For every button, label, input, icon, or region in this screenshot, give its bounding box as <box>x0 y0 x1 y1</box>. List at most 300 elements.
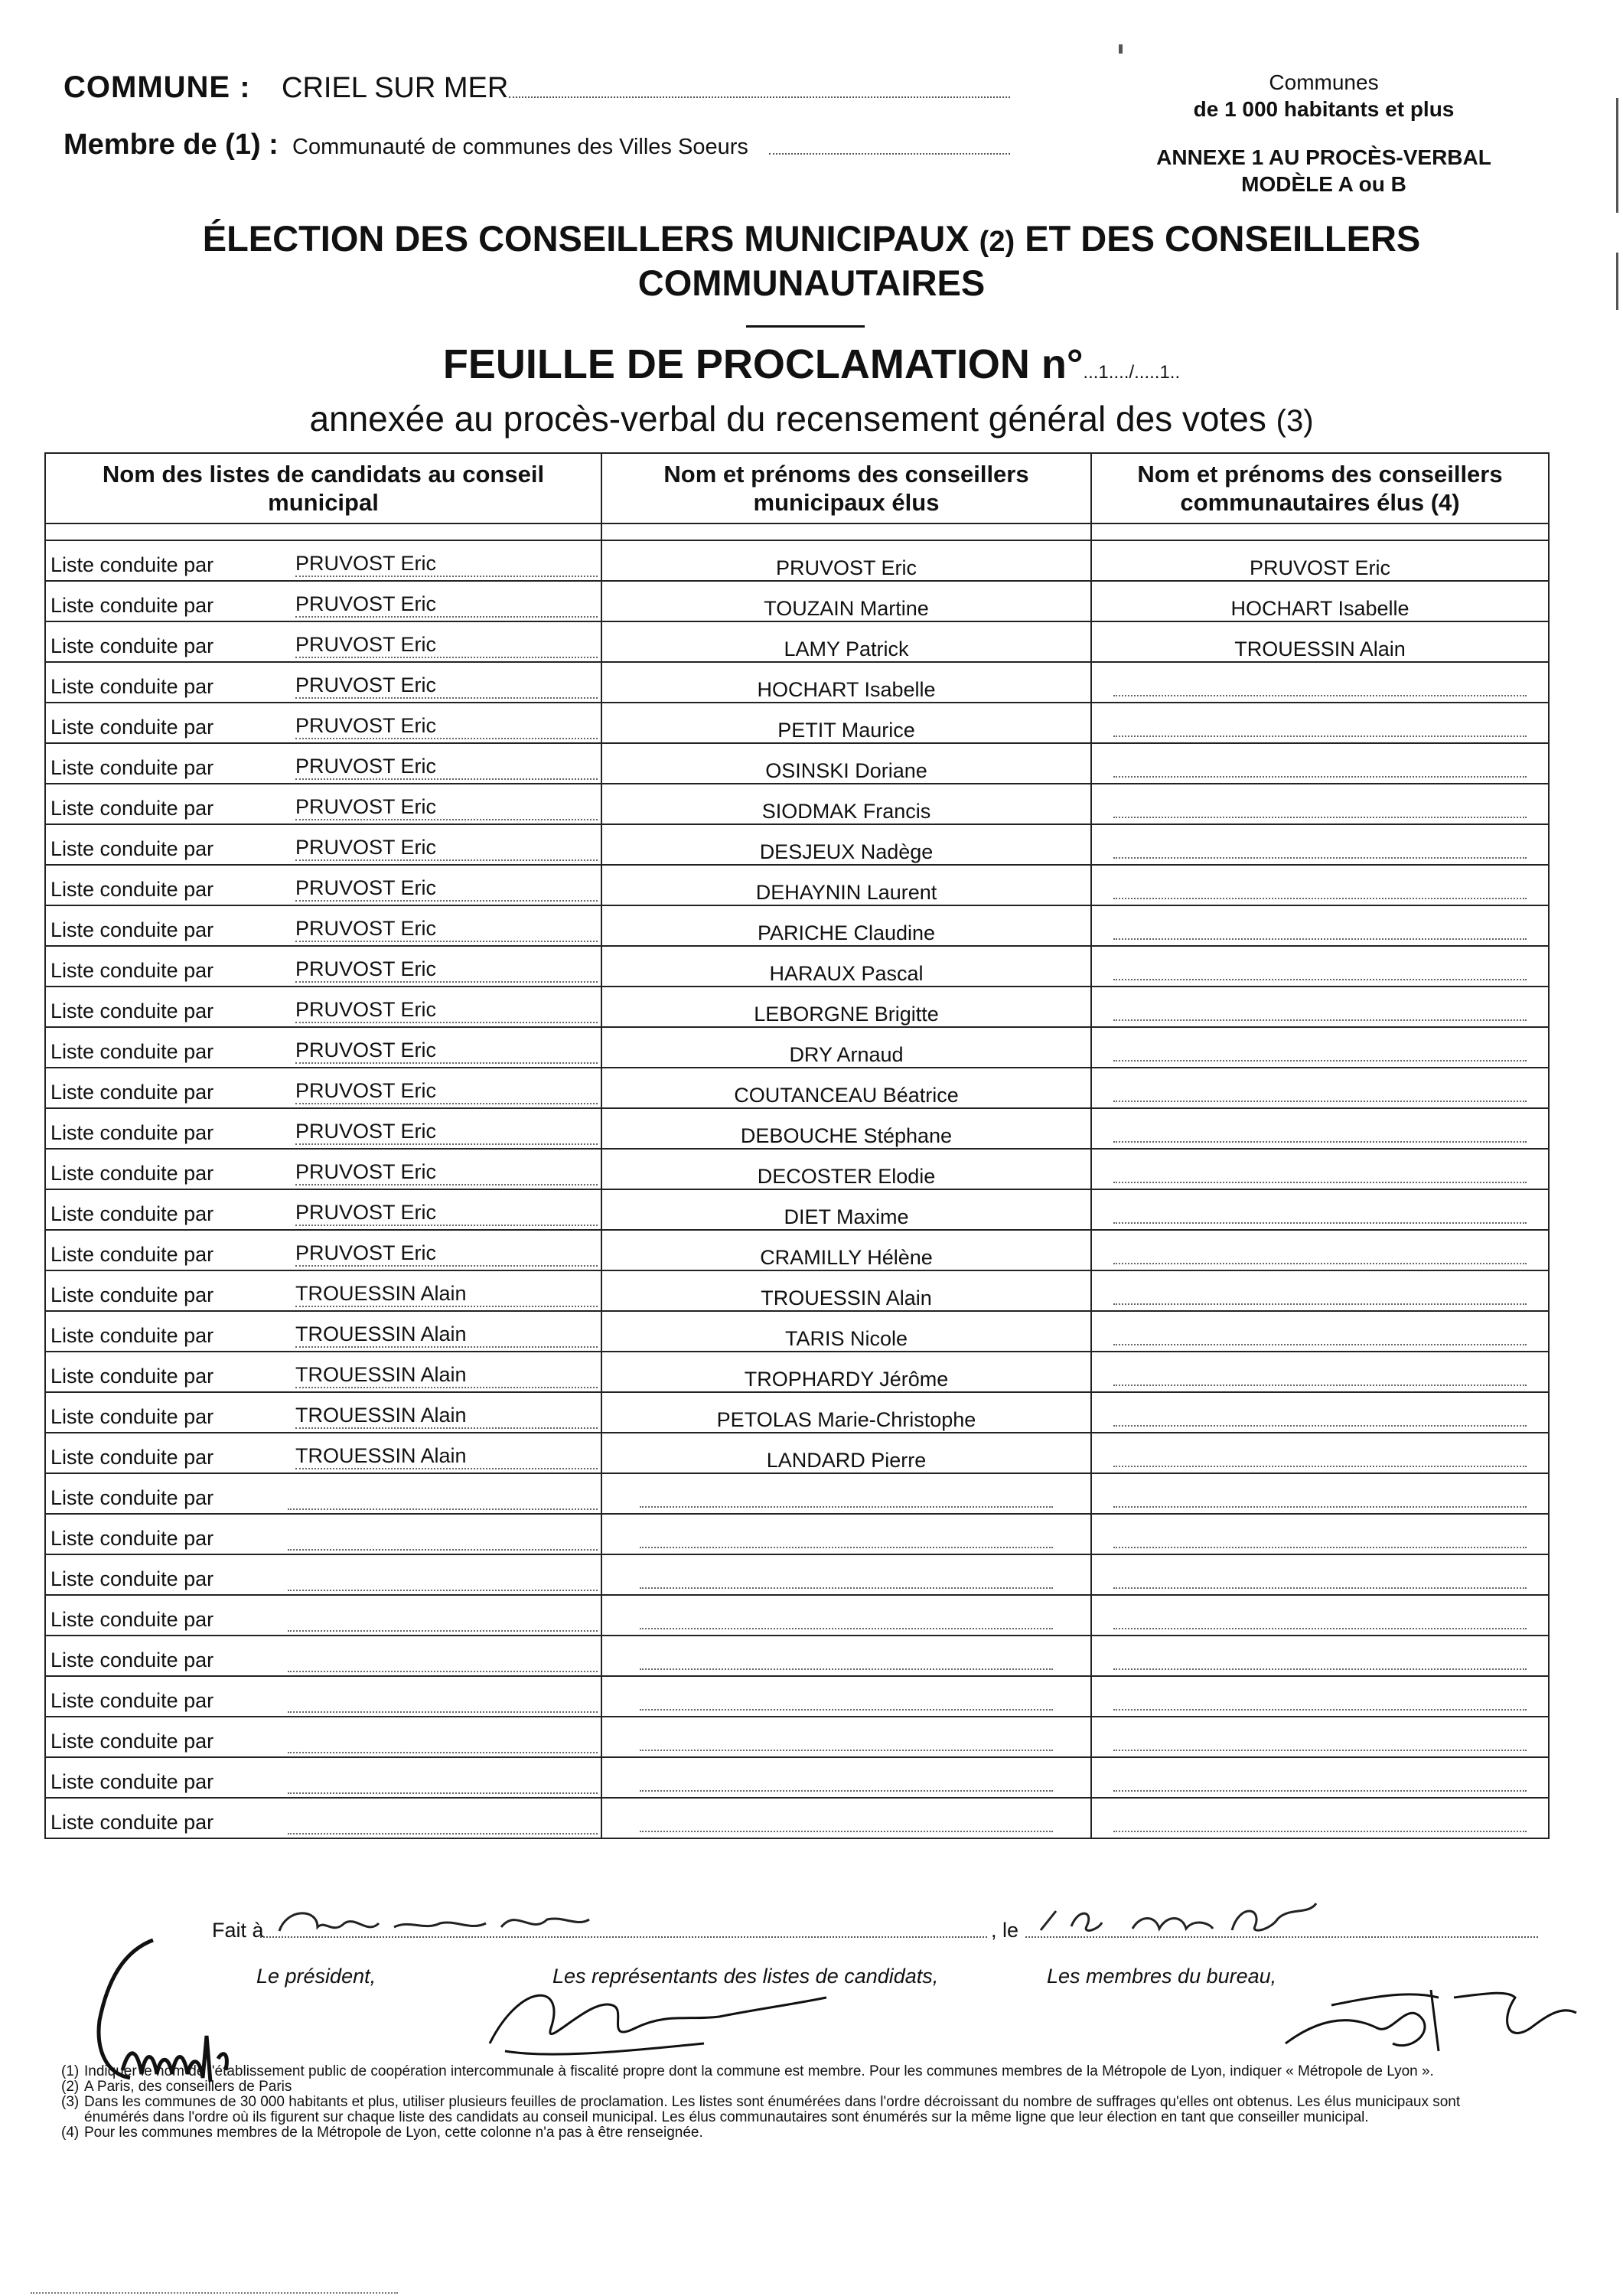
cell-communautaire <box>1091 1514 1549 1554</box>
list-leader: PRUVOST Eric <box>295 876 598 902</box>
municipal-councillor: CRAMILLY Hélène <box>760 1246 933 1269</box>
row-label: Liste conduite par <box>51 1608 214 1631</box>
membre-value: Communauté de communes des Villes Soeurs <box>292 135 748 159</box>
table-row <box>45 905 1549 946</box>
cell-communautaire <box>1091 581 1549 621</box>
empty-line <box>640 1734 1053 1751</box>
row-label: Liste conduite par <box>51 1162 214 1185</box>
title-separator <box>746 325 865 328</box>
empty-line <box>1113 1085 1527 1102</box>
footnote-number: (4) <box>61 2125 80 2141</box>
empty-line <box>1113 1815 1527 1832</box>
footnote-text: A Paris, des conseillers de Paris <box>84 2079 292 2095</box>
cell-communautaire <box>1091 1798 1549 1838</box>
cell-communautaire <box>1091 865 1549 905</box>
row-label: Liste conduite par <box>51 1202 214 1225</box>
footnote <box>61 2064 1515 2079</box>
table-row <box>45 1717 1549 1757</box>
table-row <box>45 824 1549 865</box>
empty-line <box>1113 1775 1527 1792</box>
empty-line <box>1113 1166 1527 1183</box>
list-leader: PRUVOST Eric <box>295 552 598 577</box>
cell-communautaire <box>1091 1433 1549 1473</box>
handwritten-date <box>1033 1900 1324 1942</box>
representants-label: Les représentants des listes de candidats, <box>552 1965 939 1988</box>
list-leader: TROUESSIN Alain <box>295 1444 598 1469</box>
header-municipaux: Nom et prénoms des conseillers municipaux élus <box>601 453 1091 523</box>
row-label: Liste conduite par <box>51 594 214 617</box>
table-row <box>45 1514 1549 1554</box>
list-leader <box>288 1590 598 1591</box>
row-label: Liste conduite par <box>51 1324 214 1347</box>
row-label: Liste conduite par <box>51 1405 214 1428</box>
row-label: Liste conduite par <box>51 1040 214 1063</box>
table-row <box>45 540 1549 581</box>
table-row <box>45 1270 1549 1311</box>
list-leader: PRUVOST Eric <box>295 1160 598 1186</box>
cell-municipal <box>601 1311 1091 1352</box>
municipal-councillor: TOUZAIN Martine <box>764 597 929 620</box>
annexee-note: (3) <box>1276 404 1314 438</box>
cell-municipal <box>601 1189 1091 1230</box>
commune-value: CRIEL SUR MER <box>282 72 509 104</box>
cell-liste <box>45 743 601 784</box>
cell-liste <box>45 1433 601 1473</box>
list-leader: TROUESSIN Alain <box>295 1322 598 1348</box>
table-row <box>45 1636 1549 1676</box>
proclamation-table <box>44 452 1550 1839</box>
empty-line <box>1113 842 1527 859</box>
municipal-councillor: LEBORGNE Brigitte <box>754 1003 939 1026</box>
title-part-b: ET DES CONSEILLERS <box>1025 218 1421 259</box>
annexee-text: annexée au procès-verbal du recensement général des votes <box>309 399 1266 439</box>
cell-communautaire <box>1091 540 1549 581</box>
cell-liste <box>45 1027 601 1068</box>
cell-communautaire <box>1091 1554 1549 1595</box>
communes-line1: Communes <box>1269 70 1379 94</box>
row-label: Liste conduite par <box>51 1243 214 1266</box>
cell-liste <box>45 1189 601 1230</box>
community-councillor: PRUVOST Eric <box>1249 556 1391 579</box>
table-row <box>45 1392 1549 1433</box>
empty-line <box>640 1613 1053 1629</box>
table-row <box>45 1108 1549 1149</box>
empty-line <box>1113 1734 1527 1751</box>
row-label: Liste conduite par <box>51 1081 214 1104</box>
list-leader <box>288 1792 598 1794</box>
list-leader: PRUVOST Eric <box>295 1039 598 1064</box>
empty-line <box>1113 1329 1527 1345</box>
title-line2: COMMUNAUTAIRES <box>637 263 986 303</box>
table-row <box>45 621 1549 662</box>
list-leader: PRUVOST Eric <box>295 592 598 618</box>
empty-line <box>1113 761 1527 778</box>
cell-communautaire <box>1091 703 1549 743</box>
empty-line <box>1113 923 1527 940</box>
row-label: Liste conduite par <box>51 1567 214 1590</box>
table-row <box>45 581 1549 621</box>
empty-line <box>1113 1450 1527 1467</box>
cell-communautaire <box>1091 1676 1549 1717</box>
list-leader <box>288 1508 598 1510</box>
empty-line <box>1113 882 1527 899</box>
empty-line <box>1113 1572 1527 1589</box>
cell-liste <box>45 865 601 905</box>
scan-mark <box>1119 44 1123 54</box>
membre-dotted-line <box>769 144 1010 155</box>
handwritten-place-signature <box>272 1904 593 1942</box>
municipal-councillor: SIODMAK Francis <box>761 800 931 823</box>
municipal-councillor: DIET Maxime <box>784 1205 909 1228</box>
empty-line <box>640 1815 1053 1832</box>
community-councillor: TROUESSIN Alain <box>1234 638 1406 660</box>
list-leader: PRUVOST Eric <box>295 917 598 942</box>
cell-municipal <box>601 1392 1091 1433</box>
empty-line <box>640 1531 1053 1548</box>
cell-liste <box>45 581 601 621</box>
cell-municipal <box>601 1717 1091 1757</box>
table-row <box>45 1554 1549 1595</box>
membres-signatures <box>1255 1975 1584 2066</box>
cell-liste <box>45 703 601 743</box>
cell-liste <box>45 1270 601 1311</box>
row-label: Liste conduite par <box>51 1446 214 1469</box>
row-label: Liste conduite par <box>51 959 214 982</box>
row-label: Liste conduite par <box>51 1283 214 1306</box>
table-row <box>45 1027 1549 1068</box>
empty-line <box>1113 964 1527 980</box>
row-label: Liste conduite par <box>51 1649 214 1671</box>
empty-line <box>1113 1369 1527 1386</box>
row-label: Liste conduite par <box>51 553 214 576</box>
empty-line <box>1113 680 1527 696</box>
cell-liste <box>45 987 601 1027</box>
empty-line <box>1113 1126 1527 1143</box>
empty-line <box>1113 1004 1527 1021</box>
empty-line <box>1113 1207 1527 1224</box>
table-row <box>45 703 1549 743</box>
empty-line <box>1113 1491 1527 1508</box>
cell-liste <box>45 1798 601 1838</box>
empty-line <box>640 1653 1053 1670</box>
empty-line <box>1113 1247 1527 1264</box>
cell-communautaire <box>1091 1189 1549 1230</box>
list-leader: PRUVOST Eric <box>295 1241 598 1267</box>
cell-liste <box>45 1636 601 1676</box>
list-leader <box>288 1833 598 1835</box>
cell-municipal <box>601 905 1091 946</box>
table-row <box>45 1473 1549 1514</box>
footnote <box>61 2125 1515 2141</box>
cell-municipal <box>601 784 1091 824</box>
empty-line <box>640 1491 1053 1508</box>
cell-municipal <box>601 865 1091 905</box>
commune-dotted-line <box>509 86 1010 98</box>
cell-municipal <box>601 540 1091 581</box>
cell-liste <box>45 946 601 987</box>
cell-liste <box>45 1392 601 1433</box>
row-label: Liste conduite par <box>51 837 214 860</box>
cell-municipal <box>601 1473 1091 1514</box>
cell-municipal <box>601 703 1091 743</box>
cell-communautaire <box>1091 1595 1549 1636</box>
cell-municipal <box>601 581 1091 621</box>
list-leader: PRUVOST Eric <box>295 1079 598 1104</box>
cell-liste <box>45 1757 601 1798</box>
footnote-text: Indiquer le nom de l'établissement public de coopération intercommunale à fiscalité propre dont la commune est membre. Pour les communes membres de la Métropole de Lyon, indiquer « Métropole de Lyon ». <box>84 2063 1434 2079</box>
list-leader: PRUVOST Eric <box>295 1120 598 1145</box>
municipal-councillor: DESJEUX Nadège <box>759 840 934 863</box>
title-part-a: ÉLECTION DES CONSEILLERS MUNICIPAUX <box>202 218 970 259</box>
cell-liste <box>45 1595 601 1636</box>
membre-label: Membre de (1) : <box>64 129 279 161</box>
row-label: Liste conduite par <box>51 918 214 941</box>
cell-communautaire <box>1091 1311 1549 1352</box>
president-label: Le président, <box>256 1965 376 1988</box>
row-label: Liste conduite par <box>51 878 214 901</box>
table-row <box>45 1311 1549 1352</box>
cell-communautaire <box>1091 1392 1549 1433</box>
annexe-line1: ANNEXE 1 AU PROCÈS-VERBAL <box>1156 145 1491 169</box>
table-spacer-row <box>45 523 1549 540</box>
cell-liste <box>45 540 601 581</box>
municipal-councillor: HARAUX Pascal <box>769 962 924 985</box>
membres-label: Les membres du bureau, <box>1047 1965 1277 1988</box>
table-row <box>45 784 1549 824</box>
row-label: Liste conduite par <box>51 1689 214 1712</box>
cell-liste <box>45 1717 601 1757</box>
representants-signature <box>474 1975 834 2066</box>
cell-communautaire <box>1091 1352 1549 1392</box>
list-leader: PRUVOST Eric <box>295 714 598 739</box>
municipal-councillor: TROUESSIN Alain <box>761 1287 932 1309</box>
table-row <box>45 1189 1549 1230</box>
row-label: Liste conduite par <box>51 1000 214 1022</box>
municipal-councillor: PETIT Maurice <box>777 719 915 742</box>
cell-liste <box>45 621 601 662</box>
footnotes <box>61 2064 1515 2141</box>
annexee-line <box>0 398 1623 439</box>
annexe-line2: MODÈLE A ou B <box>1241 172 1406 196</box>
footnote-number: (3) <box>61 2094 80 2110</box>
cell-municipal <box>601 662 1091 703</box>
empty-line <box>1113 1613 1527 1629</box>
footnote-number: (2) <box>61 2079 80 2095</box>
cell-municipal <box>601 1636 1091 1676</box>
row-label: Liste conduite par <box>51 716 214 739</box>
municipal-councillor: COUTANCEAU Béatrice <box>734 1084 959 1107</box>
municipal-councillor: PETOLAS Marie-Christophe <box>716 1408 976 1431</box>
cell-communautaire <box>1091 1473 1549 1514</box>
municipal-councillor: DEBOUCHE Stéphane <box>740 1124 953 1147</box>
feuille-title <box>0 341 1623 388</box>
footnote <box>61 2079 1515 2095</box>
municipal-councillor: TROPHARDY Jérôme <box>744 1368 949 1391</box>
row-label: Liste conduite par <box>51 1121 214 1144</box>
cell-municipal <box>601 1433 1091 1473</box>
municipal-councillor: PRUVOST Eric <box>775 556 917 579</box>
cell-communautaire <box>1091 1068 1549 1108</box>
cell-liste <box>45 1068 601 1108</box>
row-label: Liste conduite par <box>51 634 214 657</box>
cell-liste <box>45 1352 601 1392</box>
cell-liste <box>45 1514 601 1554</box>
table-row <box>45 865 1549 905</box>
cell-municipal <box>601 1676 1091 1717</box>
cell-communautaire <box>1091 905 1549 946</box>
footnote-text: Dans les communes de 30 000 habitants et plus, utiliser plusieurs feuilles de proclamation. Les listes sont énumérées dans l'ordre décroissant du nombre de suffrages qu'elles ont obtenus. Les élus municipaux sont énumérés dans l'ordre où ils figurent sur chaque liste des candidats au conseil municipal. Les élus communautaires sont énumérés sur la même ligne que leur élection en tant que conseiller municipal. <box>84 2094 1461 2125</box>
list-leader: PRUVOST Eric <box>295 795 598 820</box>
bottom-scan-line <box>31 2292 398 2294</box>
list-leader: PRUVOST Eric <box>295 633 598 658</box>
fait-a-label: Fait à <box>212 1919 264 1942</box>
row-label: Liste conduite par <box>51 1486 214 1509</box>
table-row <box>45 946 1549 987</box>
table-row <box>45 1068 1549 1108</box>
commune-label: COMMUNE : <box>64 70 251 104</box>
cell-liste <box>45 784 601 824</box>
table-header-row <box>45 453 1549 523</box>
cell-municipal <box>601 946 1091 987</box>
communes-line2: de 1 000 habitants et plus <box>1193 97 1455 121</box>
list-leader: PRUVOST Eric <box>295 755 598 780</box>
cell-communautaire <box>1091 662 1549 703</box>
table-row <box>45 743 1549 784</box>
cell-municipal <box>601 987 1091 1027</box>
le-label: , le <box>991 1919 1019 1942</box>
list-leader: PRUVOST Eric <box>295 673 598 699</box>
cell-liste <box>45 1473 601 1514</box>
municipal-councillor: OSINSKI Doriane <box>765 759 927 782</box>
empty-line <box>1113 1694 1527 1711</box>
cell-communautaire <box>1091 1717 1549 1757</box>
empty-line <box>640 1572 1053 1589</box>
table-row <box>45 1230 1549 1270</box>
row-label: Liste conduite par <box>51 1811 214 1834</box>
list-leader <box>288 1752 598 1753</box>
row-label: Liste conduite par <box>51 1527 214 1550</box>
cell-municipal <box>601 1514 1091 1554</box>
cell-liste <box>45 1554 601 1595</box>
table-row <box>45 987 1549 1027</box>
cell-liste <box>45 662 601 703</box>
cell-municipal <box>601 1757 1091 1798</box>
cell-communautaire <box>1091 621 1549 662</box>
feuille-number: ...1..../.....1.. <box>1083 362 1181 383</box>
cell-municipal <box>601 743 1091 784</box>
list-leader: PRUVOST Eric <box>295 836 598 861</box>
municipal-councillor: LANDARD Pierre <box>766 1449 927 1472</box>
empty-line <box>1113 1410 1527 1427</box>
empty-line <box>1113 1531 1527 1548</box>
cell-liste <box>45 1311 601 1352</box>
cell-liste <box>45 1108 601 1149</box>
cell-municipal <box>601 1270 1091 1311</box>
page-title <box>0 217 1623 264</box>
cell-municipal <box>601 1798 1091 1838</box>
feuille-label: FEUILLE DE PROCLAMATION n° <box>442 341 1084 387</box>
cell-communautaire <box>1091 1636 1549 1676</box>
cell-communautaire <box>1091 946 1549 987</box>
cell-communautaire <box>1091 784 1549 824</box>
empty-line <box>1113 1653 1527 1670</box>
cell-municipal <box>601 1595 1091 1636</box>
list-leader: PRUVOST Eric <box>295 1201 598 1226</box>
row-label: Liste conduite par <box>51 1730 214 1753</box>
municipal-councillor: DECOSTER Elodie <box>757 1165 936 1188</box>
cell-municipal <box>601 1108 1091 1149</box>
cell-liste <box>45 1149 601 1189</box>
cell-municipal <box>601 1149 1091 1189</box>
list-leader: TROUESSIN Alain <box>295 1282 598 1307</box>
empty-line <box>640 1694 1053 1711</box>
list-leader: PRUVOST Eric <box>295 998 598 1023</box>
cell-communautaire <box>1091 824 1549 865</box>
municipal-councillor: PARICHE Claudine <box>757 921 936 944</box>
footnote <box>61 2095 1515 2125</box>
cell-communautaire <box>1091 1757 1549 1798</box>
row-label: Liste conduite par <box>51 1365 214 1388</box>
row-label: Liste conduite par <box>51 797 214 820</box>
municipal-councillor: LAMY Patrick <box>784 638 909 660</box>
table-row <box>45 1433 1549 1473</box>
cell-municipal <box>601 1230 1091 1270</box>
municipal-councillor: DEHAYNIN Laurent <box>755 881 937 904</box>
empty-line <box>640 1775 1053 1792</box>
cell-municipal <box>601 1352 1091 1392</box>
empty-line <box>1113 801 1527 818</box>
list-leader <box>288 1711 598 1713</box>
empty-line <box>1113 1045 1527 1062</box>
cell-liste <box>45 1676 601 1717</box>
municipal-councillor: TARIS Nicole <box>784 1327 908 1350</box>
list-leader <box>288 1549 598 1551</box>
row-label: Liste conduite par <box>51 675 214 698</box>
scan-edge-mark <box>1616 98 1618 213</box>
header-communautaires: Nom et prénoms des conseillers communautaires élus (4) <box>1091 453 1549 523</box>
table-row <box>45 1798 1549 1838</box>
empty-line <box>1113 720 1527 737</box>
table-row <box>45 1676 1549 1717</box>
footnote-number: (1) <box>61 2063 80 2079</box>
cell-liste <box>45 905 601 946</box>
table-row <box>45 1352 1549 1392</box>
list-leader: TROUESSIN Alain <box>295 1404 598 1429</box>
table-row <box>45 1757 1549 1798</box>
title-note: (2) <box>979 226 1015 258</box>
cell-municipal <box>601 1068 1091 1108</box>
cell-communautaire <box>1091 743 1549 784</box>
table-row <box>45 662 1549 703</box>
row-label: Liste conduite par <box>51 756 214 779</box>
cell-municipal <box>601 1027 1091 1068</box>
cell-communautaire <box>1091 1149 1549 1189</box>
community-councillor: HOCHART Isabelle <box>1230 597 1410 620</box>
row-label: Liste conduite par <box>51 1770 214 1793</box>
cell-municipal <box>601 824 1091 865</box>
cell-liste <box>45 1230 601 1270</box>
list-leader <box>288 1630 598 1632</box>
municipal-councillor: DRY Arnaud <box>789 1043 904 1066</box>
table-row <box>45 1595 1549 1636</box>
header-listes: Nom des listes de candidats au conseil municipal <box>45 453 601 523</box>
table-row <box>45 1149 1549 1189</box>
cell-communautaire <box>1091 1270 1549 1311</box>
cell-liste <box>45 824 601 865</box>
list-leader: TROUESSIN Alain <box>295 1363 598 1388</box>
cell-communautaire <box>1091 987 1549 1027</box>
cell-municipal <box>601 621 1091 662</box>
